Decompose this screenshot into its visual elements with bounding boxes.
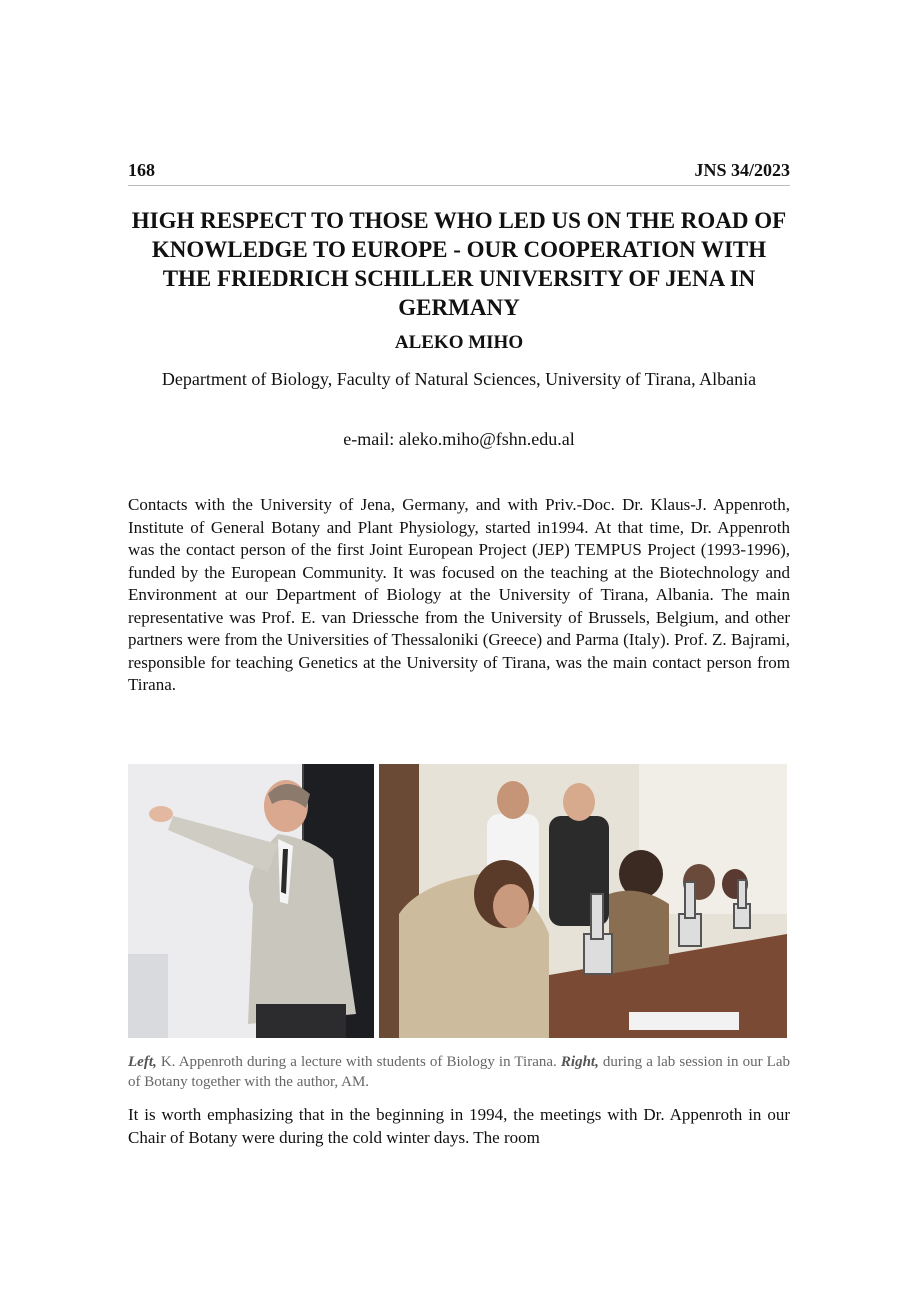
- author-email: e-mail: aleko.miho@fshn.edu.al: [343, 429, 575, 449]
- running-header: [128, 160, 790, 186]
- journal-issue: JNS 34/2023: [694, 160, 790, 180]
- author-affiliation: Department of Biology, Faculty of Natural Sciences, University of Tirana, Albania: [161, 369, 757, 389]
- lecture-photo-illustration: [128, 764, 374, 1038]
- article-author: ALEKO MIHO: [394, 332, 524, 353]
- caption-right-label: Right,: [560, 1054, 599, 1070]
- figure-caption: [128, 1052, 790, 1092]
- page-number: 168: [128, 160, 155, 180]
- photo-lecture: [128, 764, 374, 1038]
- caption-left-text: K. Appenroth during a lecture with students of Biology in Tirana.: [156, 1054, 561, 1070]
- lab-photo-illustration: [379, 764, 787, 1038]
- photo-lab-session: [379, 764, 787, 1038]
- article-title: HIGH RESPECT TO THOSE WHO LED US ON THE ROAD OF KNOWLEDGE TO EUROPE - OUR COOPERATION WITH THE FRIEDRICH SCHILLER UNIVERSITY OF JENA IN GERMANY: [131, 208, 787, 320]
- caption-left-label: Left,: [128, 1054, 157, 1070]
- body-paragraph-2: It is worth emphasizing that in the beginning in 1994, the meetings with Dr. Appenroth in our Chair of Botany were during the cold winter days. The room: [128, 1105, 790, 1147]
- caption-right-text: during a lab session in our Lab of Botany together with the author, AM.: [128, 1054, 790, 1090]
- body-paragraph-1: Contacts with the University of Jena, Germany, and with Priv.-Doc. Dr. Klaus-J. Appenroth, Institute of General Botany and Plant Physiology, started in1994. At that time, Dr. Appenroth was the contact person of the first Joint European Project (JEP) TEMPUS Project (1993-1996), funded by the European Community. It was focused on the teaching at the Biotechnology and Environment at our Department of Biology at the University of Tirana, Albania. The main representative was Prof. E. van Driessche from the University of Brussels, Belgium, and other partners were from the Universities of Thessaloniki (Greece) and Parma (Italy). Prof. Z. Bajrami, responsible for teaching Genetics at the University of Tirana, was the main contact person from Tirana.: [128, 495, 790, 694]
